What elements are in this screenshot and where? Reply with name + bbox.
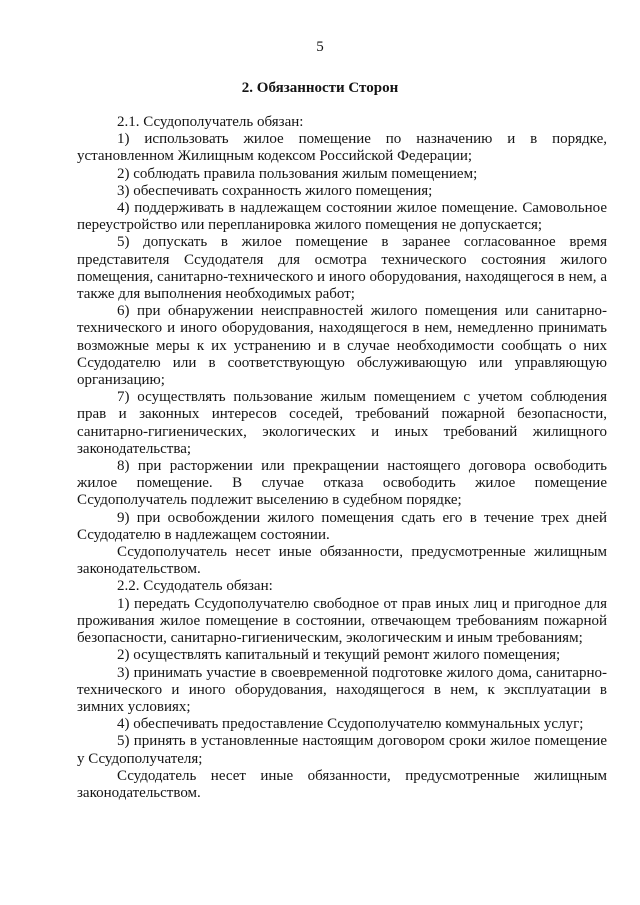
clause-2-2-item-3: 3) принимать участие в своевременной подготовке жилого дома, санитарно-технического и иного оборудования, находящегося в нем, к эксплуатации в зимних условиях; xyxy=(77,664,607,715)
clause-2-1-item-4: 4) поддерживать в надлежащем состоянии жилое помещение. Самовольное переустройство или перепланировка жилого помещения не допускается; xyxy=(77,200,607,234)
clause-2-2-closing: Ссудодатель несет иные обязанности, предусмотренные жилищным законодательством. xyxy=(77,767,607,801)
section-heading: 2. Обязанности Сторон xyxy=(241,80,399,96)
clause-2-2-intro: 2.2. Ссудодатель обязан: xyxy=(117,578,273,595)
section-body xyxy=(77,114,607,802)
clause-2-1-intro: 2.1. Ссудополучатель обязан: xyxy=(117,114,304,130)
clause-2-2-item-1: 1) передать Ссудополучателю свободное от прав иных лиц и пригодное для проживания жилое помещение в состоянии, отвечающем требованиям пожарной безопасности, санитарно-гигиеническим, экологическим и иным требованиям; xyxy=(77,595,607,647)
page-number: 5 xyxy=(316,39,324,55)
clause-2-1-item-5: 5) допускать в жилое помещение в заранее согласованное время представителя Ссудодателя для осмотра технического состояния жилого помещения, санитарно-технического и иного оборудования, находящегося в нем, а также для выполнения необходимых работ; xyxy=(77,234,607,303)
clause-2-1-item-2: 2) соблюдать правила пользования жилым помещением; xyxy=(117,165,478,182)
clause-2-1-item-6: 6) при обнаружении неисправностей жилого помещения или санитарно-технического и иного оборудования, находящегося в нем, немедленно принимать возможные меры к их устранению и в случае необходимости сообщать о них Ссудодателю или в соответствующую обслуживающую или управляющую организацию; xyxy=(77,303,607,389)
clause-2-1-closing: Ссудополучатель несет иные обязанности, предусмотренные жилищным законодательством. xyxy=(77,544,607,578)
clause-2-1-item-7: 7) осуществлять пользование жилым помещением с учетом соблюдения прав и законных интересов соседей, требований пожарной безопасности, санитарно-гигиенических, экологических и иных требований жилищного законодательства; xyxy=(77,389,607,457)
clause-2-1-item-8: 8) при расторжении или прекращении настоящего договора освободить жилое помещение. В случае отказа освободить жилое помещение Ссудополучатель подлежит выселению в судебном порядке; xyxy=(77,458,607,509)
clause-2-1-item-9: 9) при освобождении жилого помещения сдать его в течение трех дней Ссудодателю в надлежащем состоянии. xyxy=(77,509,607,543)
clause-2-1-item-3: 3) обеспечивать сохранность жилого помещения; xyxy=(117,182,433,199)
clause-2-2-item-4: 4) обеспечивать предоставление Ссудополучателю коммунальных услуг; xyxy=(117,716,584,733)
clause-2-2-item-5: 5) принять в установленные настоящим договором сроки жилое помещение у Ссудополучателя; xyxy=(77,733,607,767)
clause-2-1-item-1: 1) использовать жилое помещение по назначению и в порядке, установленном Жилищным кодексом Российской Федерации; xyxy=(77,131,607,165)
clause-2-2-item-2: 2) осуществлять капитальный и текущий ремонт жилого помещения; xyxy=(117,647,561,664)
